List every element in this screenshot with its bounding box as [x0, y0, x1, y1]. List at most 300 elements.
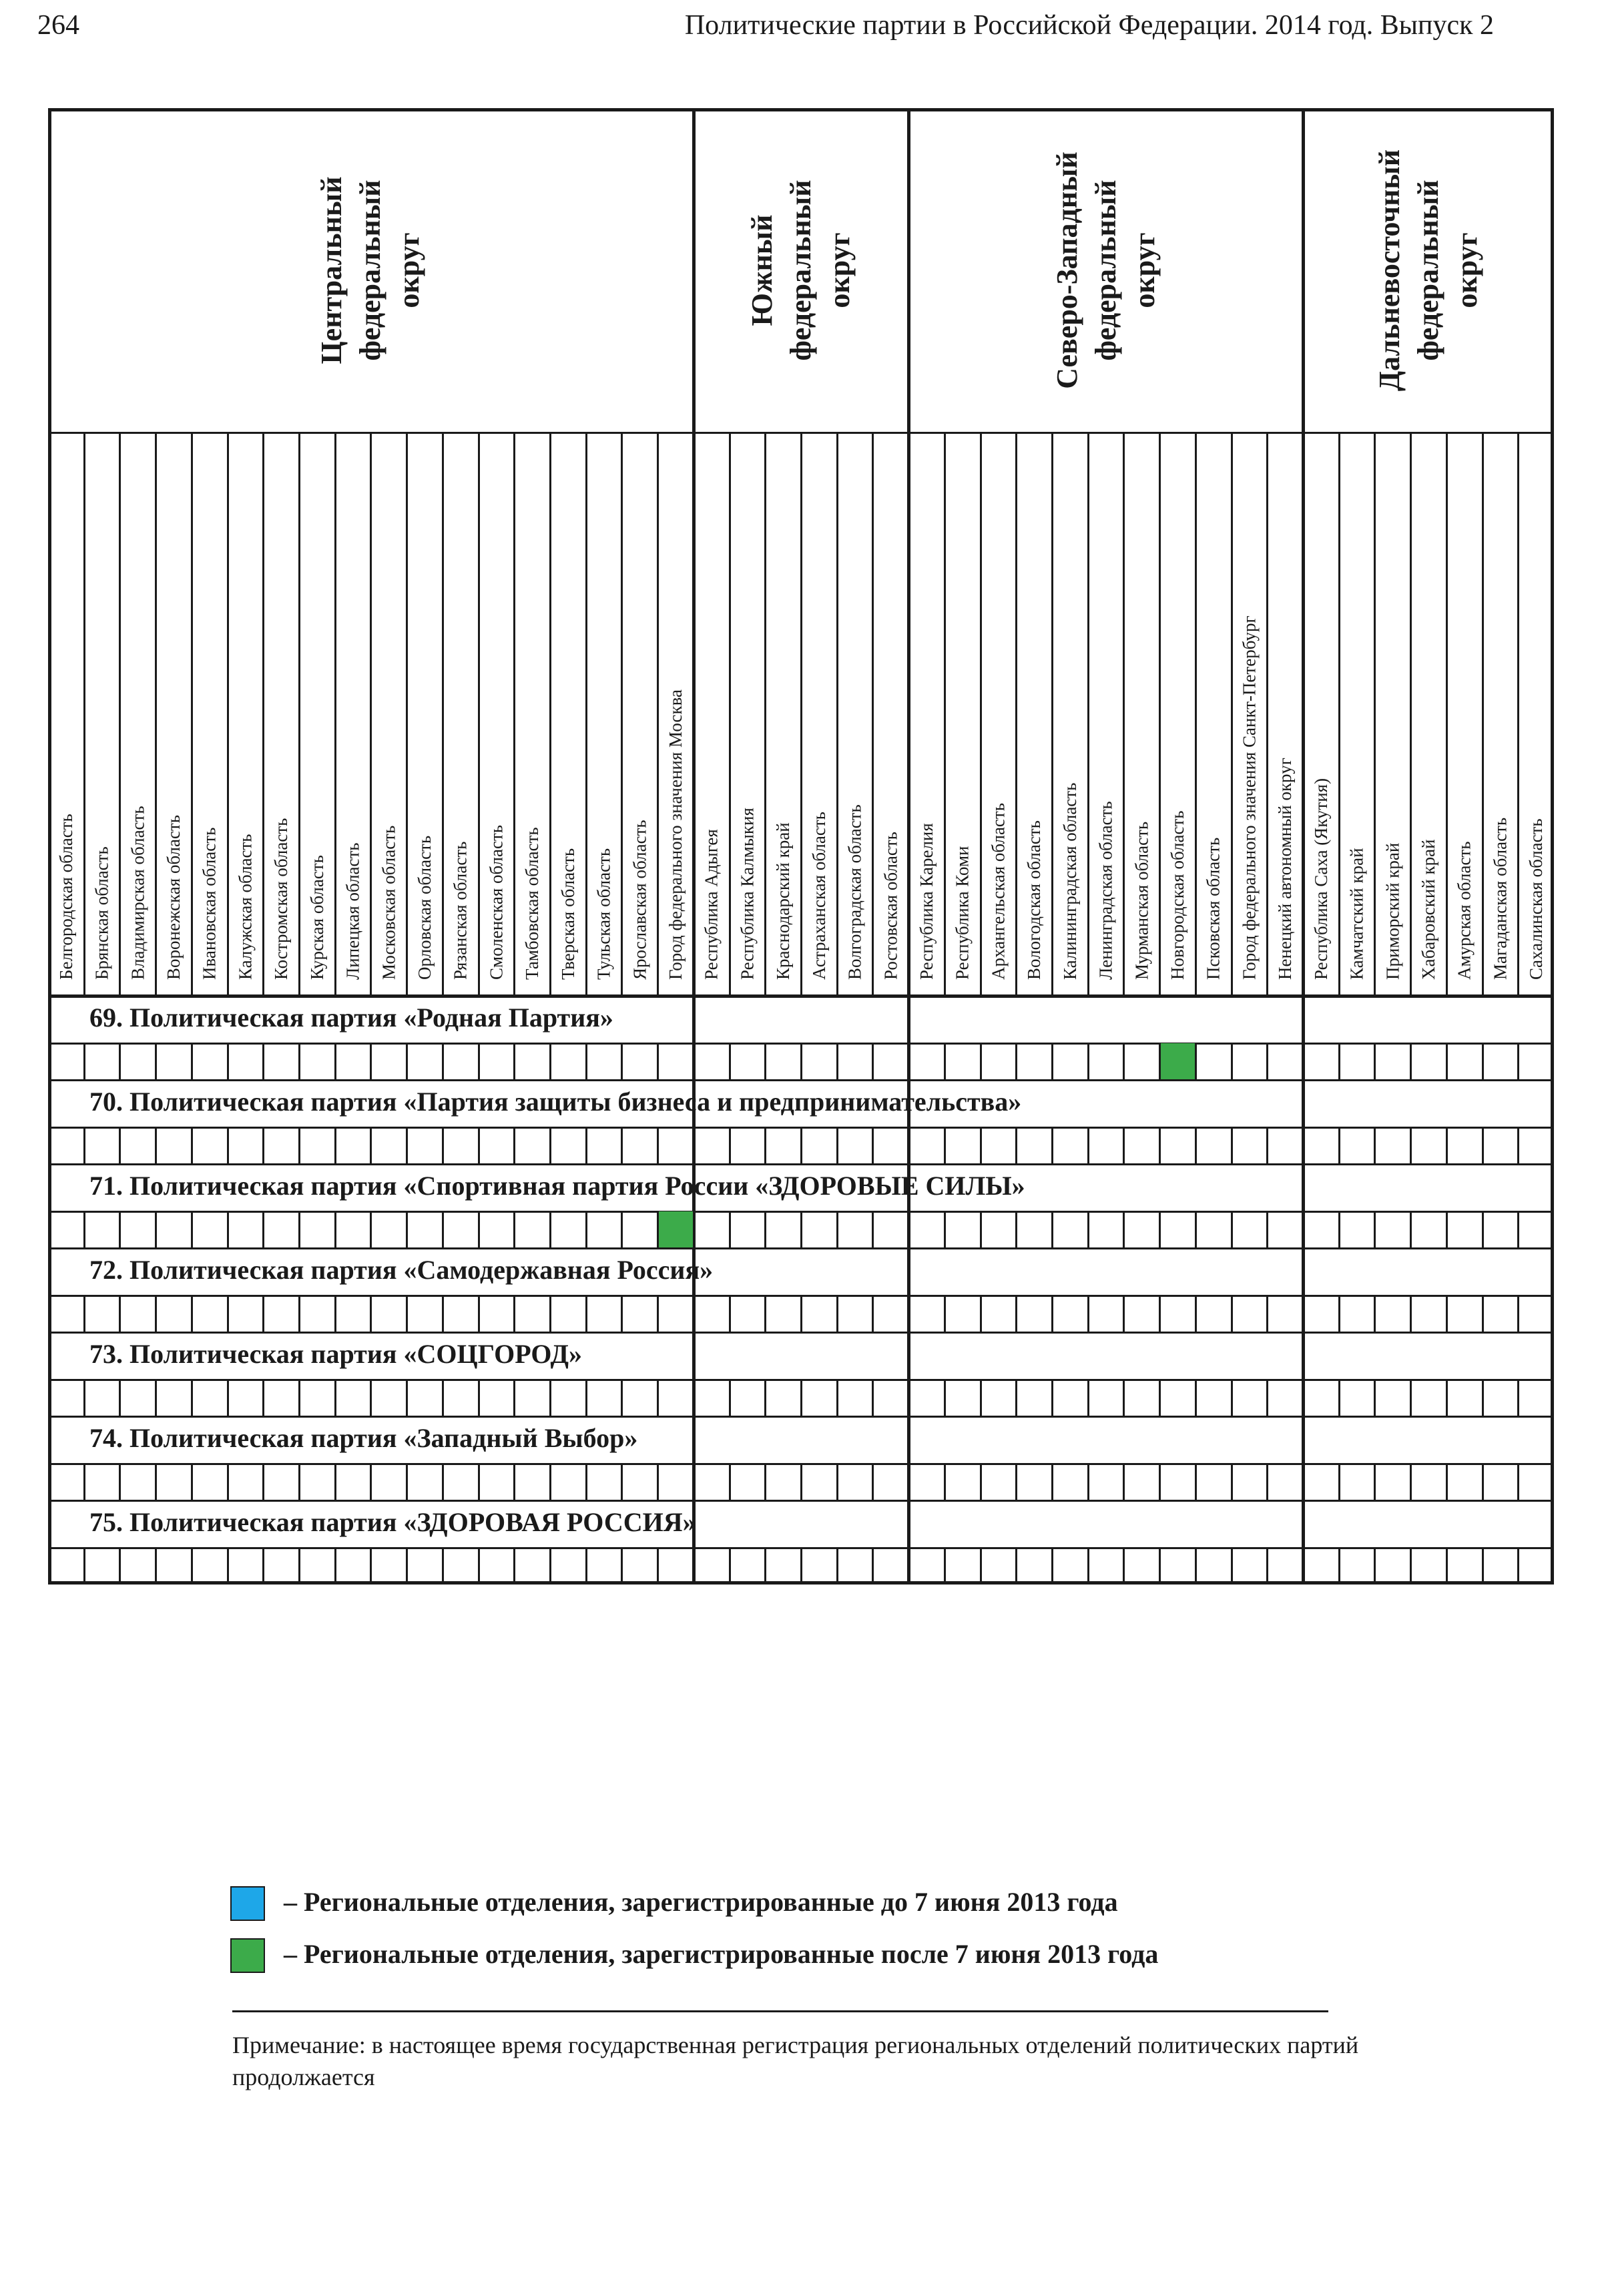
branch-cell	[370, 1127, 407, 1164]
cell-line	[693, 1127, 695, 1164]
cell-line	[1266, 1127, 1268, 1164]
column-line	[478, 432, 480, 996]
branch-cell	[370, 1043, 407, 1080]
branch-cell	[694, 1296, 730, 1332]
cell-line	[1482, 1043, 1484, 1080]
branch-cell	[765, 1296, 801, 1332]
branch-cell	[621, 1296, 657, 1332]
cell-line	[370, 1548, 372, 1585]
cell-line	[800, 1380, 802, 1416]
row-line	[48, 1416, 1554, 1418]
cell-line	[908, 1380, 910, 1416]
branch-cell	[1339, 1296, 1375, 1332]
branch-cell	[1483, 1043, 1519, 1080]
branch-cell	[407, 1296, 443, 1332]
cell-line	[1015, 1380, 1017, 1416]
cell-line	[1410, 1127, 1412, 1164]
cell-line	[1374, 1296, 1376, 1332]
cell-line	[944, 1464, 946, 1500]
legend	[230, 1882, 1365, 1989]
branch-cell	[192, 1043, 228, 1080]
cell-line	[406, 1464, 408, 1500]
branch-cell	[299, 1548, 335, 1585]
cell-line	[1446, 1548, 1448, 1585]
branch-cell	[299, 1296, 335, 1332]
region-label: Республика Адыгея	[701, 829, 722, 980]
cell-line	[800, 1211, 802, 1248]
cell-line	[1123, 1127, 1125, 1164]
cell-line	[1159, 1043, 1161, 1080]
branch-cell	[84, 1548, 120, 1585]
cell-line	[83, 1211, 85, 1248]
cell-line	[621, 1211, 623, 1248]
branch-cell	[1232, 1548, 1268, 1585]
cell-line	[191, 1296, 193, 1332]
branch-cell	[657, 1296, 694, 1332]
cell-line	[693, 1548, 695, 1585]
cell-line	[1266, 1211, 1268, 1248]
branch-cell	[908, 1548, 945, 1585]
column-line	[1266, 432, 1268, 996]
branch-cell	[945, 1464, 981, 1500]
branch-cell	[657, 1211, 694, 1248]
note-divider	[232, 2010, 1328, 2012]
cell-line	[262, 1127, 264, 1164]
cell-line	[406, 1127, 408, 1164]
region-label: Республика Калмыкия	[737, 808, 758, 980]
branch-cell	[1339, 1464, 1375, 1500]
cell-line	[334, 1464, 336, 1500]
cell-line	[1015, 1211, 1017, 1248]
cell-line	[764, 1127, 766, 1164]
branch-cell	[84, 1127, 120, 1164]
row-line	[48, 1163, 1554, 1165]
branch-cell	[335, 1464, 371, 1500]
cell-line	[227, 1380, 229, 1416]
branch-cell	[1052, 1464, 1088, 1500]
cell-line	[872, 1464, 874, 1500]
branch-cell	[119, 1464, 156, 1500]
branch-cell	[119, 1296, 156, 1332]
cell-line	[262, 1296, 264, 1332]
cell-line	[836, 1548, 838, 1585]
cell-line	[1195, 1211, 1197, 1248]
branch-cell	[156, 1464, 192, 1500]
branch-cell	[981, 1464, 1017, 1500]
page-header	[0, 0, 1602, 67]
branch-cell	[550, 1464, 586, 1500]
branch-cell	[586, 1464, 622, 1500]
branch-cell	[335, 1296, 371, 1332]
cell-line	[1087, 1043, 1089, 1080]
cell-line	[1123, 1043, 1125, 1080]
cell-line	[980, 1380, 982, 1416]
cell-line	[1302, 1043, 1304, 1080]
branch-cell	[228, 1380, 264, 1416]
cell-line	[1338, 1211, 1340, 1248]
region-label: Ростовская область	[880, 832, 901, 980]
party-title: 75. Политическая партия «ЗДОРОВАЯ РОССИЯ»	[89, 1507, 696, 1537]
region-label: Владимирская область	[127, 806, 148, 980]
cell-line	[1087, 1127, 1089, 1164]
branch-cell	[192, 1464, 228, 1500]
region-label: Орловская область	[415, 835, 435, 980]
branch-cell	[1123, 1464, 1159, 1500]
branch-cell	[945, 1211, 981, 1248]
branch-cell	[1518, 1380, 1554, 1416]
branch-cell	[1088, 1464, 1124, 1500]
branch-cell	[335, 1380, 371, 1416]
cell-line	[298, 1380, 300, 1416]
branch-cell	[1303, 1464, 1339, 1500]
branch-cell	[1052, 1211, 1088, 1248]
cell-line	[191, 1043, 193, 1080]
cell-line	[1482, 1380, 1484, 1416]
row-line	[48, 1079, 1554, 1081]
branch-cell	[156, 1380, 192, 1416]
branch-cell	[514, 1548, 550, 1585]
cell-line	[1482, 1127, 1484, 1164]
branch-cell	[837, 1548, 873, 1585]
branch-cell	[1088, 1380, 1124, 1416]
branch-cell	[407, 1548, 443, 1585]
cell-line	[298, 1043, 300, 1080]
cell-line	[262, 1548, 264, 1585]
branch-cell	[1267, 1464, 1303, 1500]
branch-cell	[156, 1127, 192, 1164]
region-label: Рязанская область	[450, 841, 471, 980]
branch-cell	[1339, 1548, 1375, 1585]
cell-line	[1482, 1296, 1484, 1332]
cell-line	[908, 1296, 910, 1332]
party-title: 71. Политическая партия «Спортивная партия России «ЗДОРОВЫЕ СИЛЫ»	[89, 1171, 1025, 1201]
cell-line	[1302, 1127, 1304, 1164]
column-line	[1231, 432, 1233, 996]
branch-cell	[443, 1127, 479, 1164]
cell-line	[872, 1127, 874, 1164]
branch-cell	[1303, 1296, 1339, 1332]
branch-cell	[657, 1043, 694, 1080]
branch-cell	[657, 1548, 694, 1585]
column-line	[764, 432, 766, 996]
branch-cell	[1446, 1043, 1483, 1080]
cell-line	[693, 1211, 695, 1248]
column-line	[1482, 432, 1484, 996]
branch-cell	[1267, 1043, 1303, 1080]
branch-cell	[621, 1464, 657, 1500]
cell-line	[1517, 1380, 1519, 1416]
cell-line	[585, 1211, 587, 1248]
branch-cell	[550, 1380, 586, 1416]
cell-line	[1517, 1548, 1519, 1585]
branch-cell	[694, 1211, 730, 1248]
region-label: Краснодарский край	[773, 822, 794, 980]
cell-line	[1231, 1127, 1233, 1164]
cell-line	[83, 1464, 85, 1500]
cell-line	[1374, 1043, 1376, 1080]
branch-cell	[1088, 1296, 1124, 1332]
region-label: Астраханская область	[808, 812, 829, 980]
cell-line	[980, 1296, 982, 1332]
branch-cell	[908, 1380, 945, 1416]
cell-line	[1195, 1043, 1197, 1080]
cell-line	[693, 1043, 695, 1080]
branch-cell	[1374, 1043, 1410, 1080]
branch-cell	[872, 1211, 908, 1248]
cell-line	[119, 1296, 121, 1332]
table-border	[48, 108, 51, 1585]
cell-line	[1123, 1548, 1125, 1585]
branch-cell	[1123, 1211, 1159, 1248]
cell-line	[1482, 1548, 1484, 1585]
branch-cell	[621, 1548, 657, 1585]
cell-line	[334, 1296, 336, 1332]
cell-line	[1482, 1464, 1484, 1500]
cell-line	[1302, 1296, 1304, 1332]
cell-line	[513, 1043, 515, 1080]
branch-cell	[801, 1380, 837, 1416]
cell-line	[908, 1127, 910, 1164]
branch-cell	[1483, 1296, 1519, 1332]
branch-cell	[945, 1296, 981, 1332]
column-line	[1123, 432, 1125, 996]
branch-cell	[1483, 1211, 1519, 1248]
branch-cell	[119, 1211, 156, 1248]
cell-line	[406, 1211, 408, 1248]
branch-cell	[1446, 1464, 1483, 1500]
branch-cell	[479, 1211, 515, 1248]
cell-line	[872, 1548, 874, 1585]
branch-cell	[1159, 1296, 1195, 1332]
cell-line	[872, 1296, 874, 1332]
branch-cell	[586, 1043, 622, 1080]
cell-line	[944, 1380, 946, 1416]
cell-line	[872, 1380, 874, 1416]
cell-line	[227, 1043, 229, 1080]
branch-cell	[48, 1464, 84, 1500]
branch-cell	[407, 1380, 443, 1416]
cell-line	[442, 1296, 444, 1332]
branch-cell	[1195, 1127, 1232, 1164]
branch-cell	[945, 1380, 981, 1416]
cell-line	[155, 1127, 157, 1164]
branch-cell	[119, 1548, 156, 1585]
column-line	[262, 432, 264, 996]
cell-line	[1266, 1043, 1268, 1080]
branch-cell	[299, 1211, 335, 1248]
column-line	[370, 432, 372, 996]
cell-line	[693, 1296, 695, 1332]
cell-line	[980, 1464, 982, 1500]
branch-cell	[1410, 1380, 1446, 1416]
cell-line	[442, 1043, 444, 1080]
branch-cell	[837, 1464, 873, 1500]
branch-cell	[84, 1211, 120, 1248]
branch-cell	[1483, 1464, 1519, 1500]
branch-cell	[550, 1211, 586, 1248]
cell-line	[227, 1211, 229, 1248]
region-label: Республика Саха (Якутия)	[1310, 778, 1331, 980]
branch-cell	[479, 1548, 515, 1585]
branch-cell	[1410, 1548, 1446, 1585]
branch-cell	[730, 1548, 766, 1585]
region-label: Ярославская область	[629, 820, 650, 980]
branch-cell	[621, 1211, 657, 1248]
column-line	[1410, 432, 1412, 996]
column-line	[944, 432, 946, 996]
region-label: Республика Карелия	[916, 823, 937, 980]
cell-line	[334, 1548, 336, 1585]
cell-line	[513, 1380, 515, 1416]
branch-cell	[479, 1043, 515, 1080]
branch-cell	[945, 1043, 981, 1080]
cell-line	[1517, 1296, 1519, 1332]
cell-line	[585, 1296, 587, 1332]
branch-cell	[945, 1548, 981, 1585]
region-label: Мурманская область	[1131, 821, 1152, 980]
cell-line	[1374, 1380, 1376, 1416]
branch-cell	[872, 1548, 908, 1585]
branch-cell	[479, 1380, 515, 1416]
cell-line	[621, 1548, 623, 1585]
cell-line	[764, 1548, 766, 1585]
branch-cell	[765, 1464, 801, 1500]
cell-line	[478, 1127, 480, 1164]
cell-line	[119, 1127, 121, 1164]
cell-line	[1410, 1043, 1412, 1080]
cell-line	[1123, 1296, 1125, 1332]
cell-line	[621, 1296, 623, 1332]
branch-cell	[1123, 1296, 1159, 1332]
cell-line	[1087, 1211, 1089, 1248]
branch-cell	[730, 1380, 766, 1416]
branch-cell	[156, 1296, 192, 1332]
cell-line	[1195, 1464, 1197, 1500]
cell-line	[944, 1043, 946, 1080]
branch-cell	[872, 1296, 908, 1332]
cell-line	[119, 1464, 121, 1500]
cell-line	[1051, 1127, 1053, 1164]
cell-line	[298, 1548, 300, 1585]
branch-cell	[84, 1043, 120, 1080]
cell-line	[1302, 1380, 1304, 1416]
branch-cell	[1195, 1043, 1232, 1080]
branch-cell	[514, 1127, 550, 1164]
row-line	[48, 1247, 1554, 1249]
cell-line	[585, 1043, 587, 1080]
branch-cell	[192, 1548, 228, 1585]
cell-line	[657, 1043, 659, 1080]
cell-line	[262, 1464, 264, 1500]
cell-line	[1338, 1127, 1340, 1164]
branch-cell	[1016, 1548, 1052, 1585]
cell-line	[1231, 1043, 1233, 1080]
row-line	[48, 1332, 1554, 1334]
legend-item-before	[230, 1882, 1365, 1922]
cell-line	[1302, 1464, 1304, 1500]
cell-line	[1517, 1043, 1519, 1080]
branch-cell	[407, 1211, 443, 1248]
cell-line	[191, 1127, 193, 1164]
region-label: Город федерального значения Санкт-Петербург	[1239, 615, 1260, 980]
cell-line	[1338, 1380, 1340, 1416]
cell-line	[334, 1127, 336, 1164]
column-line	[1374, 432, 1376, 996]
region-label: Ивановская область	[199, 827, 220, 980]
branch-cell	[981, 1296, 1017, 1332]
branch-cell	[872, 1127, 908, 1164]
cell-line	[1302, 1548, 1304, 1585]
branch-cell	[1518, 1464, 1554, 1500]
branch-cell	[228, 1043, 264, 1080]
row-line	[48, 1500, 1554, 1502]
branch-cell	[1303, 1211, 1339, 1248]
branch-cell	[1410, 1464, 1446, 1500]
branch-cell	[694, 1464, 730, 1500]
branch-cell	[1303, 1043, 1339, 1080]
cell-line	[334, 1043, 336, 1080]
cell-line	[1051, 1548, 1053, 1585]
cell-line	[657, 1380, 659, 1416]
cell-line	[1159, 1296, 1161, 1332]
cell-line	[1231, 1548, 1233, 1585]
region-label: Калужская область	[235, 834, 256, 980]
cell-line	[1015, 1548, 1017, 1585]
branch-cell	[981, 1043, 1017, 1080]
cell-line	[549, 1548, 551, 1585]
cell-line	[262, 1043, 264, 1080]
cell-line	[406, 1380, 408, 1416]
cell-line	[729, 1548, 731, 1585]
cell-line	[191, 1464, 193, 1500]
branch-cell	[370, 1211, 407, 1248]
region-label: Камчатский край	[1346, 848, 1367, 980]
cell-line	[1338, 1296, 1340, 1332]
cell-line	[585, 1548, 587, 1585]
column-line	[1338, 432, 1340, 996]
party-title: 72. Политическая партия «Самодержавная Россия»	[89, 1255, 714, 1285]
cell-line	[442, 1464, 444, 1500]
branch-cell	[586, 1548, 622, 1585]
cell-line	[442, 1380, 444, 1416]
cell-line	[227, 1127, 229, 1164]
branch-cell	[192, 1296, 228, 1332]
cell-line	[549, 1296, 551, 1332]
branch-cell	[1159, 1127, 1195, 1164]
cell-line	[1517, 1211, 1519, 1248]
cell-line	[1087, 1380, 1089, 1416]
page-number: 264	[37, 10, 79, 41]
cell-line	[585, 1127, 587, 1164]
column-line	[298, 432, 300, 996]
branch-cell	[694, 1127, 730, 1164]
branch-cell	[981, 1127, 1017, 1164]
cell-line	[83, 1548, 85, 1585]
branch-cell	[228, 1127, 264, 1164]
branch-cell	[263, 1211, 299, 1248]
cell-line	[1015, 1043, 1017, 1080]
cell-line	[1266, 1296, 1268, 1332]
column-line	[729, 432, 731, 996]
branch-cell	[1088, 1043, 1124, 1080]
branch-cell	[550, 1548, 586, 1585]
cell-line	[836, 1043, 838, 1080]
cell-line	[1338, 1548, 1340, 1585]
branch-cell	[1016, 1296, 1052, 1332]
branch-cell	[586, 1380, 622, 1416]
branch-cell	[1374, 1296, 1410, 1332]
cell-line	[836, 1464, 838, 1500]
